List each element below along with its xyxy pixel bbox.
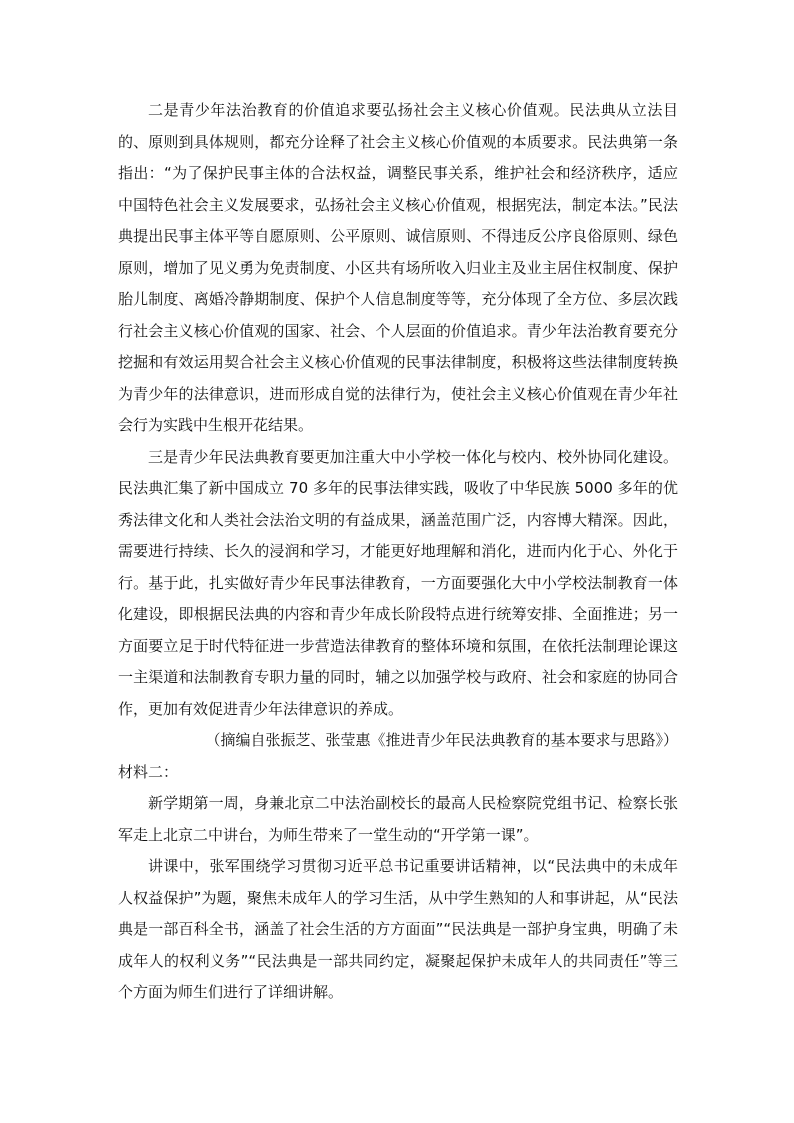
source-citation: （摘编自张振芝、张莹惠《推进青少年民法典教育的基本要求与思路》） <box>205 731 678 749</box>
paragraph-integration: 三是青少年民法典教育要更加注重大中小学校一体化与校内、校外协同化建设。民法典汇集了新中国成立 70 多年的民事法律实践，吸收了中华民族 5000 多年的优秀法律文化和人类社会法治文明的有益成果，涵盖范围广泛，内容博大精深。因此，需要进行持续、长久的浸润和学习，才能更好地理解和消化，进而内化于心、外化于行。基于此，扎实做好青少年民事法律教育，一方面要强化大中小学校法制教育一体化建设，即根据民法典的内容和青少年成长阶段特点进行统筹安排、全面推进；另一方面要立足于时代特征进一步营造法律教育的整体环境和氛围，在依托法制理论课这一主渠道和法制教育专职力量的同时，辅之以加强学校与政府、社会和家庭的协同合作，更加有效促进青少年法律意识的养成。 <box>118 447 678 718</box>
paragraph-value-pursuit: 二是青少年法治教育的价值追求要弘扬社会主义核心价值观。民法典从立法目的、原则到具体规则，都充分诠释了社会主义核心价值观的本质要求。民法典第一条指出：“为了保护民事主体的合法权益，调整民事关系，维护社会和经济秩序，适应中国特色社会主义发展要求，弘扬社会主义核心价值观，根据宪法，制定本法。”民法典提出民事主体平等自愿原则、公平原则、诚信原则、不得违反公序良俗原则、绿色原则，增加了见义勇为免责制度、小区共有场所收入归业主及业主居住权制度、保护胎儿制度、离婚冷静期制度、保护个人信息制度等等，充分体现了全方位、多层次践行社会主义核心价值观的国家、社会、个人层面的价值追求。青少年法治教育要充分挖掘和有效运用契合社会主义核心价值观的民事法律制度，积极将这些法律制度转换为青少年的法律意识，进而形成自觉的法律行为，使社会主义核心价值观在青少年社会行为实践中生根开花结果。 <box>118 101 678 434</box>
document-page <box>118 95 678 1009</box>
paragraph-lecture: 讲课中，张军围绕学习贯彻习近平总书记重要讲话精神，以“民法典中的未成年人权益保护”为题，聚焦未成年人的学习生活，从中学生熟知的人和事讲起，从“民法典是一部百科全书，涵盖了社会生活的方方面面”“民法典是一部护身宝典，明确了未成年人的权利义务”“民法典是一部共同约定，凝聚起保护未成年人的共同责任”等三个方面为师生们进行了详细讲解。 <box>118 857 678 1001</box>
material-two-heading: 材料二： <box>118 762 179 781</box>
paragraph-first-lesson: 新学期第一周，身兼北京二中法治副校长的最高人民检察院党组书记、检察长张军走上北京二中讲台，为师生带来了一堂生动的“开学第一课”。 <box>118 794 678 844</box>
